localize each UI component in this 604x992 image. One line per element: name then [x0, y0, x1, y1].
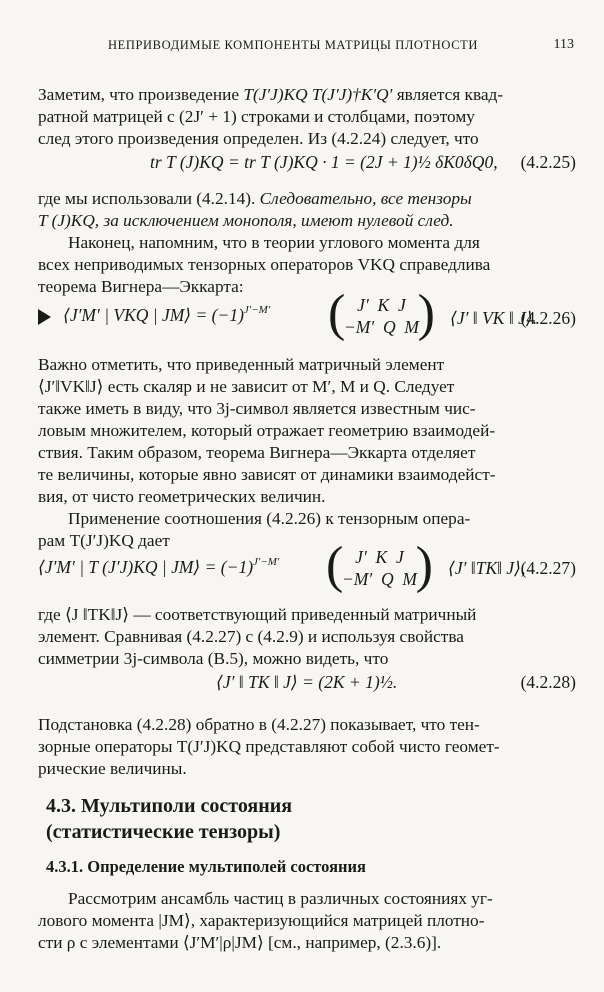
text-line: след этого произведения определен. Из (4.2.24) следует, что — [38, 129, 479, 148]
equation-body: tr T (J)KQ = tr T (J)KQ · 1 = (2J + 1)½ δK0δQ0, — [150, 152, 498, 172]
paragraph-5 — [38, 508, 576, 552]
three-j-symbol: ( J′ K J −M′ Q M ) — [328, 285, 435, 342]
text-line: рам T(J′J)KQ дает — [38, 531, 170, 550]
equation-lhs: ⟨J′M′ | VKQ | JM⟩ = (−1) — [63, 305, 244, 325]
text-line: ловым множителем, который отражает геометрию взаимодей- — [38, 421, 496, 440]
paragraph-7 — [38, 714, 576, 780]
text-line: Важно отметить, что приведенный матричный элемент — [38, 355, 445, 374]
theorem-marker-icon — [38, 309, 51, 325]
text-line: всех неприводимых тензорных операторов VKQ справедлива — [38, 255, 491, 274]
text-line: ⟨J′‖VK‖J⟩ есть скаляр и не зависит от M′, M и Q. Следует — [38, 377, 455, 396]
matrix-row-top: J′ K J — [357, 295, 406, 315]
subsection-heading: 4.3.1. Определение мультиполей состояния — [46, 857, 366, 876]
text-line: симметрии 3j-символа (B.5), можно видеть, что — [38, 649, 389, 668]
matrix-row-bottom: −M′ Q M — [342, 569, 417, 589]
equation-number: (4.2.28) — [520, 672, 576, 692]
equation-rhs: ⟨J′ ‖TK‖ J⟩, — [448, 558, 526, 578]
text-line: зорные операторы T(J′J)KQ представляют собой чисто геомет- — [38, 737, 500, 756]
equation-exponent: J′−M′ — [243, 304, 271, 316]
text-line: элемент. Сравнивая (4.2.27) с (4.2.9) и используя свойства — [38, 627, 464, 646]
text-line: вия, от чисто геометрических величин. — [38, 487, 326, 506]
running-header — [108, 38, 574, 53]
equation-exponent: J′−M′ — [253, 556, 280, 568]
equation-lhs: ⟨J′M′ | T (J′J)KQ | JM⟩ = (−1) — [38, 557, 254, 577]
matrix-row-bottom: −M′ Q M — [344, 317, 419, 337]
equation-rhs: ⟨J′ ‖ VK ‖ J⟩. — [450, 308, 538, 328]
paragraph-1 — [38, 84, 576, 150]
text-line: Наконец, напомним, что в теории углового момента для — [68, 233, 480, 252]
equation-number: (4.2.25) — [520, 152, 576, 172]
page-number: 113 — [553, 37, 574, 52]
section-heading: 4.3. Мультиполи состояния (статистические тензоры) — [46, 795, 293, 843]
text-line: Подстановка (4.2.28) обратно в (4.2.27) показывает, что тен- — [38, 715, 480, 734]
text-line: ствия. Таким образом, теорема Вигнера—Эккарта отделяет — [38, 443, 476, 462]
text-line: теорема Вигнера—Эккарта: — [38, 277, 244, 296]
text-line: лового момента |JM⟩, характеризующийся матрицей плотно- — [38, 911, 485, 930]
paragraph-8 — [38, 888, 576, 954]
equation-number: (4.2.26) — [520, 308, 576, 328]
equation-body: ⟨J′ ‖ TK ‖ J⟩ = (2K + 1)½. — [216, 672, 398, 692]
text-line: ратной матрицей с (2J′ + 1) строками и столбцами, поэтому — [38, 107, 475, 126]
paragraph-3 — [38, 232, 576, 298]
matrix-row-top: J′ K J — [355, 547, 404, 567]
text-line: те величины, которые явно зависят от динамики взаимодейст- — [38, 465, 496, 484]
paragraph-6 — [38, 604, 576, 670]
equation-number: (4.2.27) — [520, 558, 576, 578]
text-line: также иметь в виду, что 3j-символ является известным чис- — [38, 399, 476, 418]
three-j-symbol: ( J′ K J −M′ Q M ) — [326, 537, 433, 594]
text-line: сти ρ с элементами ⟨J′M′|ρ|JM⟩ [см., например, (2.3.6)]. — [38, 933, 442, 952]
text-line: T (J)KQ, за исключением монополя, имеют нулевой след. — [38, 211, 454, 230]
text-line: где ⟨J ‖TK‖J⟩ — соответствующий приведенный матричный — [38, 605, 477, 624]
text-line: Рассмотрим ансамбль частиц в различных состояниях уг- — [68, 889, 493, 908]
text-line: Применение соотношения (4.2.26) к тензорным опера- — [68, 509, 471, 528]
text-line: где мы использовали (4.2.14). Следовательно, все тензоры — [38, 189, 472, 208]
text-line: Заметим, что произведение T(J′J)KQ T(J′J)†K′Q′ является квад- — [38, 85, 504, 104]
text-line: рические величины. — [38, 759, 187, 778]
paragraph-2 — [38, 188, 576, 232]
paragraph-4 — [38, 354, 576, 508]
running-title: НЕПРИВОДИМЫЕ КОМПОНЕНТЫ МАТРИЦЫ ПЛОТНОСТИ — [108, 38, 478, 52]
